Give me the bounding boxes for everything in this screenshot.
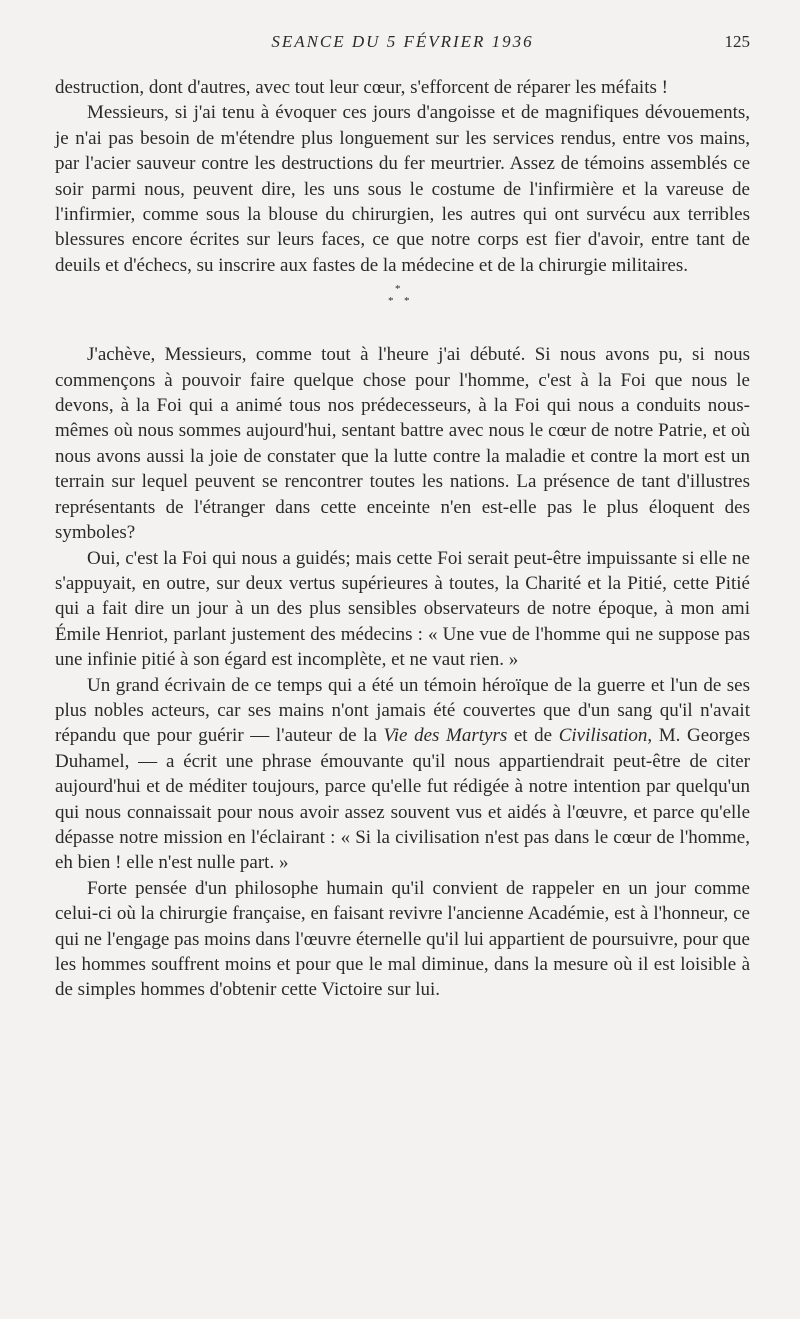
paragraph: J'achève, Messieurs, comme tout à l'heure j'ai débuté. Si nous avons pu, si nous commençons à pouvoir faire quelque chose pour l'homme, c'est à la Foi que nous le devons, à la Foi qui a animé tous nos prédecesseurs, à la Foi qui nous a conduits nous-mêmes où nous sommes aujourd'hui, sentant battre avec nous le cœur de notre Patrie, et où nous avons aussi la joie de constater que la lutte contre la maladie et contre la mort est un terrain sur lequel peuvent se rencontrer toutes les nations. La présence de tant d'illustres représentants de l'étranger dans cette enceinte n'en est-elle pas le plus éloquent des symboles?	[55, 344, 750, 544]
book-title-italic: Vie des Martyrs	[383, 725, 508, 747]
asterism-star: *	[395, 283, 401, 296]
asterism-star: *	[404, 295, 410, 308]
running-header	[55, 30, 750, 60]
asterism-separator	[55, 284, 750, 342]
running-title: SEANCE DU 5 FÉVRIER 1936	[271, 32, 534, 51]
book-title-italic: Civilisation	[558, 725, 648, 747]
asterism-star: *	[388, 295, 394, 308]
body-text	[55, 75, 750, 1003]
paragraph: Oui, c'est la Foi qui nous a guidés; mais cette Foi serait peut-être impuissante si elle ne s'appuyait, en outre, sur deux vertus supérieures à toutes, la Charité et la Pitié, cette Pitié qui a fait dire un jour à un des plus sensibles observateurs de notre époque, à mon ami Émile Henriot, parlant justement des médecins : « Une vue de l'homme qui ne suppose pas une infinie pitié à son égard est incomplète, et ne vaut rien. »	[55, 547, 750, 671]
paragraph-continuation: destruction, dont d'autres, avec tout leur cœur, s'efforcent de réparer les méfaits !	[55, 77, 668, 98]
paragraph: Messieurs, si j'ai tenu à évoquer ces jours d'angoisse et de magnifiques dévouements, je n'ai pas besoin de m'étendre plus longuement sur les services rendus, entre vos mains, par l'acier sauveur contre les destructions du fer meurtrier. Assez de témoins assemblés ce soir parmi nous, peuvent dire, les uns sous le costume de l'infirmière et la vareuse de l'infirmier, comme sous la blouse du chirurgien, les autres qui ont survécu aux terribles blessures encore écrites sur leurs faces, ce que notre corps est fier d'avoir, entre tant de deuils et d'échecs, su inscrire aux fastes de la médecine et de la chirurgie militaires.	[55, 102, 750, 276]
paragraph: Forte pensée d'un philosophe humain qu'il convient de rappeler en un jour comme celui-ci où la chirurgie française, en faisant revivre l'ancienne Académie, est à l'honneur, ce qui ne l'engage pas moins dans l'œuvre éternelle qu'il lui appartient de poursuivre, pour que les hommes souffrent moins et pour que le mal diminue, dans la mesure où il est loisible à de simples hommes d'obtenir cette Victoire sur lui.	[55, 877, 750, 1001]
text-run: , M. Georges Duhamel, — a écrit une phrase émouvante qu'il nous appartiendrait peut-être de citer aujourd'hui et de méditer toujours, parce qu'elle fut rédigée à notre intention par quelqu'un qui nous connaissait pour nous avoir assez souvent vus et aidés à l'œuvre, et parce qu'elle dépasse notre mission en l'éclairant : « Si la civilisation n'est pas dans le cœur de l'homme, eh bien ! elle n'est nulle part. »	[55, 725, 750, 874]
page-number: 125	[724, 32, 750, 51]
text-run: Un grand écrivain de ce temps qui a été un témoin héroïque de la guerre et l'un de ses plus nobles acteurs, car ses mains n'ont jamais été couvertes que d'un sang qu'il n'avait répandu que pour guérir — l'auteur de la	[55, 674, 750, 747]
text-run: et de	[507, 725, 559, 747]
paragraph	[55, 673, 750, 876]
page	[55, 30, 750, 1003]
